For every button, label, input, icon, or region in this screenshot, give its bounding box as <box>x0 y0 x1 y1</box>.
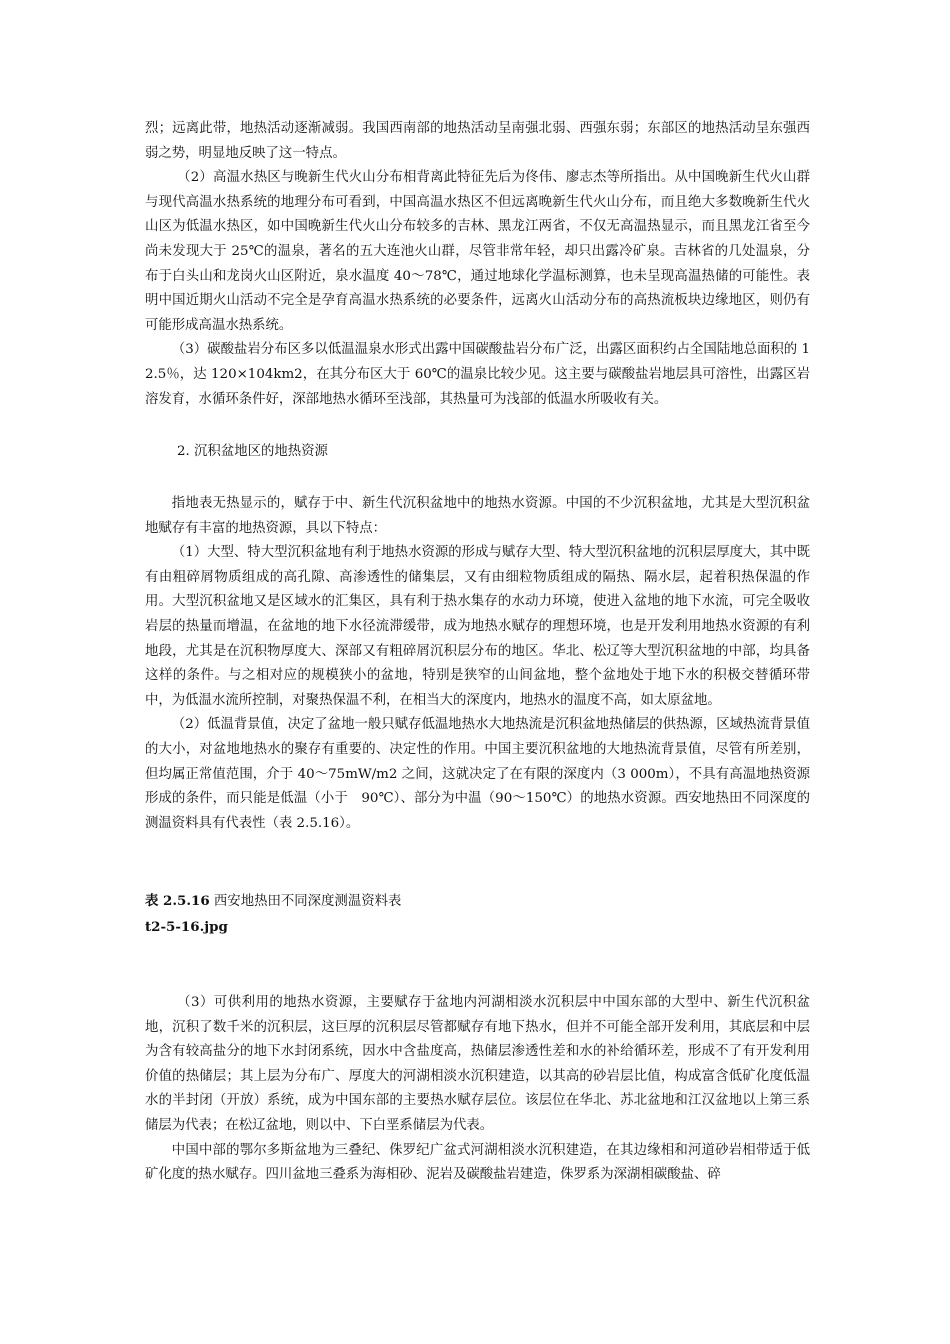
paragraph-intro: 指地表无热显示的，赋存于中、新生代沉积盆地中的地热水资源。中国的不少沉积盆地，尤其是大型沉积盆地赋存有丰富的地热资源，具以下特点： <box>145 496 810 536</box>
paragraph-feature-3: （3）可供利用的地热水资源，主要赋存于盆地内河湖相淡水沉积层中中国东部的大型中、新生代沉积盆地，沉积了数千米的沉积层，这巨厚的沉积层尽管都赋存有地下热水，但并不可能全部开发利用，其底层和中层为含有较高盐分的地下水封闭系统，因水中含盐度高，热储层渗透性差和水的补给循环差，形成不了有开发利用价值的热储层；其上层为分布广、厚度大的河湖相淡水沉积建造，以其高的砂岩层比值，构成富含低矿化度低温水的半封闭（开放）系统，成为中国东部的主要热水赋存层位。该层位在华北、苏北盆地和江汉盆地以上第三系储层为代表；在松辽盆地，则以中、下白垩系储层为代表。 <box>145 995 810 1133</box>
paragraph-point-2: （2）高温水热区与晚新生代火山分布相背离此特征先后为佟伟、廖志杰等所指出。从中国晚新生代火山群与现代高温水热系统的地理分布可看到，中国高温水热区不但远离晚新生代火山分布，而且绝大多数晚新生代火山区为低温水热区，如中国晚新生代火山分布较多的吉林、黑龙江两省，不仅无高温热显示，而且黑龙江省至今尚未发现大于 25℃的温泉，著名的五大连池火山群，尽管非常年轻，却只出露冷矿泉。吉林省的几处温泉，分布于白头山和龙岗火山区附近，泉水温度 40～78℃，通过地球化学温标测算，也未呈现高温热储的可能性。表明中国近期火山活动不完全是孕育高温水热系统的必要条件，远离火山活动分布的高热流板块边缘地区，则仍有可能形成高温水热系统。 <box>145 170 810 333</box>
body-text-bottom <box>145 991 810 1188</box>
table-caption <box>145 891 401 912</box>
paragraph-point-3: （3）碳酸盐岩分布区多以低温温泉水形式出露中国碳酸盐岩分布广泛，出露区面积约占全国陆地总面积的 12.5％，达 120×104km2，在其分布区大于 60℃的温泉比较少见。这主要与碳酸盐岩地层具可溶性，出露区岩溶发育，水循环条件好，深部地热水循环至浅部，其热量可为浅部的低温水所吸收有关。 <box>145 342 810 407</box>
paragraph-feature-1: （1）大型、特大型沉积盆地有利于地热水资源的形成与赋存大型、特大型沉积盆地的沉积层厚度大，其中既有由粗碎屑物质组成的高孔隙、高渗透性的储集层，又有由细粒物质组成的隔热、隔水层，起着积热保温的作用。大型沉积盆地又是区域水的汇集区，具有利于热水集存的水动力环境，使进入盆地的地下水流，可完全吸收岩层的热量而增温，在盆地的地下水径流滞缓带，成为地热水赋存的理想环境，也是开发利用地热水资源的有利地段，尤其是在沉积物厚度大、深部又有粗碎屑沉积层分布的地区。华北、松辽等大型沉积盆地的中部，均具备这样的条件。与之相对应的规模狭小的盆地，特别是狭窄的山间盆地，整个盆地处于地下水的积极交替循环带中，为低温水流所控制，对聚热保温不利，在相当大的深度内，地热水的温度不高，如太原盆地。 <box>145 545 810 708</box>
section-heading: 2. 沉积盆地区的地热资源 <box>177 444 328 459</box>
body-text-top <box>145 117 810 412</box>
paragraph-central-basins: 中国中部的鄂尔多斯盆地为三叠纪、侏罗纪广盆式河湖相淡水沉积建造，在其边缘相和河道砂岩相带适于低矿化度的热水赋存。四川盆地三叠系为海相砂、泥岩及碳酸盐岩建造，侏罗系为深湖相碳酸盐、碎 <box>145 1142 810 1183</box>
body-text-middle <box>145 492 810 836</box>
table-caption-label: 表 2.5.16 <box>145 893 210 909</box>
table-image-filename: t2-5-16.jpg <box>145 919 228 935</box>
table-caption-title: 西安地热田不同深度测温资料表 <box>209 894 402 909</box>
paragraph-feature-2: （2）低温背景值，决定了盆地一般只赋存低温地热水大地热流是沉积盆地热储层的供热源，区域热流背景值的大小，对盆地地热水的聚存有重要的、决定性的作用。中国主要沉积盆地的大地热流背景值，尽管有所差别，但均属正常值范围，介于 40～75mW/m2 之间，这就决定了在有限的深度内（3 000m），不具有高温地热资源形成的条件，而只能是低温（小于 90℃）、部分为中温（90～150℃）的地热水资源。西安地热田不同深度的测温资料具有代表性（表 2.5.16）。 <box>145 717 810 831</box>
paragraph-continuation: 烈；远离此带，地热活动逐渐减弱。我国西南部的地热活动呈南强北弱、西强东弱；东部区的地热活动呈东强西弱之势，明显地反映了这一特点。 <box>145 121 810 161</box>
